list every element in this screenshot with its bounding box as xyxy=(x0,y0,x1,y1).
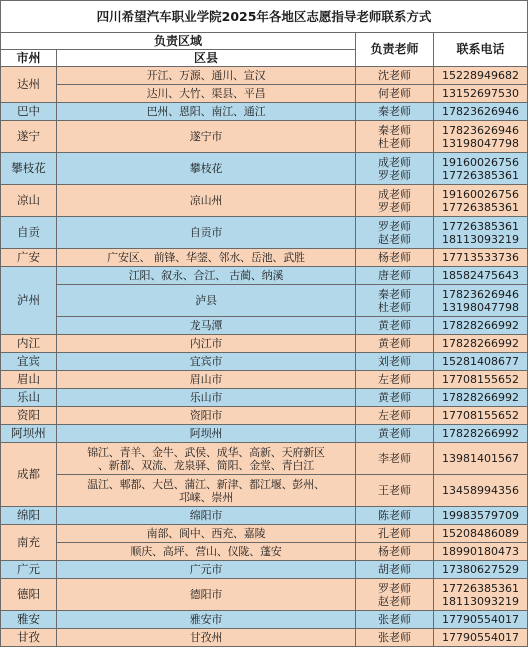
city-cell: 宜宾 xyxy=(1,353,57,371)
district-cell: 自贡市 xyxy=(57,217,356,249)
phone-number: 17726385361 xyxy=(442,581,520,595)
teacher-cell: 张老师 xyxy=(356,611,434,629)
phone-cell: 17823626946 xyxy=(434,103,528,121)
city-cell: 广安 xyxy=(1,249,57,267)
phone-cell: 13981401567 xyxy=(434,443,528,475)
city-cell: 遂宁 xyxy=(1,121,57,153)
city-cell: 德阳 xyxy=(1,579,57,611)
table-row xyxy=(1,425,528,443)
phone-cell: 17828266992 xyxy=(434,317,528,335)
city-cell: 达州 xyxy=(1,67,57,103)
header-teacher: 负责老师 xyxy=(356,33,434,67)
phone-cell xyxy=(434,185,528,217)
district-cell xyxy=(57,443,356,475)
table-row xyxy=(1,217,528,249)
phone-number: 17823626946 xyxy=(442,123,520,137)
teacher-cell: 黄老师 xyxy=(356,389,434,407)
district-cell: 顺庆、高坪、营山、仪陇、蓬安 xyxy=(57,543,356,561)
teacher-cell xyxy=(356,285,434,317)
district-cell: 南部、阆中、西充、嘉陵 xyxy=(57,525,356,543)
teacher-cell: 胡老师 xyxy=(356,561,434,579)
teacher-name: 赵老师 xyxy=(378,594,411,608)
phone-number: 18113093219 xyxy=(442,594,520,608)
phone-cell xyxy=(434,217,528,249)
district-cell xyxy=(57,475,356,507)
phone-number: 13198047798 xyxy=(442,300,520,314)
phone-number: 18113093219 xyxy=(442,232,520,246)
city-cell: 凉山 xyxy=(1,185,57,217)
table-row xyxy=(1,317,528,335)
teacher-cell xyxy=(356,121,434,153)
phone-number: 19160026756 xyxy=(442,155,520,169)
teacher-cell: 孔老师 xyxy=(356,525,434,543)
district-cell: 内江市 xyxy=(57,335,356,353)
table-row xyxy=(1,67,528,85)
table-row xyxy=(1,103,528,121)
district-cell: 江阳、叙永、合江、 古蔺、纳溪 xyxy=(57,267,356,285)
phone-cell: 17790554017 xyxy=(434,611,528,629)
phone-cell xyxy=(434,153,528,185)
district-cell: 雅安市 xyxy=(57,611,356,629)
teacher-cell xyxy=(356,217,434,249)
district-cell: 乐山市 xyxy=(57,389,356,407)
phone-cell: 15208486089 xyxy=(434,525,528,543)
teacher-cell: 陈老师 xyxy=(356,507,434,525)
district-cell: 甘孜州 xyxy=(57,629,356,647)
district-cell: 绵阳市 xyxy=(57,507,356,525)
teacher-cell: 李老师 xyxy=(356,443,434,475)
district-line: 锦江、青羊、金牛、武侯、成华、高新、天府新区 xyxy=(87,445,325,459)
teacher-cell xyxy=(356,185,434,217)
table-row xyxy=(1,371,528,389)
district-line: 温江、郫都、大邑、蒲江、新津、都江堰、彭州、 xyxy=(87,477,325,491)
teacher-cell: 杨老师 xyxy=(356,543,434,561)
city-cell: 攀枝花 xyxy=(1,153,57,185)
district-cell: 宜宾市 xyxy=(57,353,356,371)
table-row xyxy=(1,249,528,267)
teacher-name: 成老师 xyxy=(378,187,411,201)
city-cell: 南充 xyxy=(1,525,57,561)
table-row xyxy=(1,85,528,103)
table-row xyxy=(1,611,528,629)
teacher-cell: 黄老师 xyxy=(356,425,434,443)
teacher-name: 杜老师 xyxy=(378,136,411,150)
teacher-cell: 沈老师 xyxy=(356,67,434,85)
phone-cell: 13458994356 xyxy=(434,475,528,507)
district-cell: 广安区、 前锋、华蓥、邻水、岳池、武胜 xyxy=(57,249,356,267)
phone-number: 17823626946 xyxy=(442,287,520,301)
teacher-cell: 黄老师 xyxy=(356,335,434,353)
table-row xyxy=(1,153,528,185)
teacher-cell: 秦老师 xyxy=(356,103,434,121)
district-cell: 攀枝花 xyxy=(57,153,356,185)
phone-cell: 18582475643 xyxy=(434,267,528,285)
teacher-name: 罗老师 xyxy=(378,581,411,595)
table-row xyxy=(1,407,528,425)
district-cell: 资阳市 xyxy=(57,407,356,425)
teacher-cell: 杨老师 xyxy=(356,249,434,267)
phone-cell xyxy=(434,579,528,611)
district-cell: 泸县 xyxy=(57,285,356,317)
city-cell: 巴中 xyxy=(1,103,57,121)
teacher-name: 罗老师 xyxy=(378,200,411,214)
phone-cell: 17380627529 xyxy=(434,561,528,579)
district-cell: 开江、万源、通川、宣汉 xyxy=(57,67,356,85)
city-cell: 广元 xyxy=(1,561,57,579)
phone-cell: 17713533736 xyxy=(434,249,528,267)
city-cell: 绵阳 xyxy=(1,507,57,525)
table-row xyxy=(1,389,528,407)
table-row xyxy=(1,353,528,371)
phone-cell: 17708155652 xyxy=(434,407,528,425)
city-cell: 资阳 xyxy=(1,407,57,425)
phone-cell: 17828266992 xyxy=(434,425,528,443)
phone-cell: 13152697530 xyxy=(434,85,528,103)
district-cell: 德阳市 xyxy=(57,579,356,611)
phone-cell: 17790554017 xyxy=(434,629,528,647)
phone-cell: 17708155652 xyxy=(434,371,528,389)
district-cell: 龙马潭 xyxy=(57,317,356,335)
table-row xyxy=(1,285,528,317)
table-row xyxy=(1,475,528,507)
header-city: 市州 xyxy=(1,50,57,67)
table-row xyxy=(1,121,528,153)
teacher-cell: 唐老师 xyxy=(356,267,434,285)
city-cell: 乐山 xyxy=(1,389,57,407)
teacher-cell: 王老师 xyxy=(356,475,434,507)
phone-number: 19160026756 xyxy=(442,187,520,201)
phone-cell: 15281408677 xyxy=(434,353,528,371)
page-title: 四川希望汽车职业学院2025年各地区志愿指导老师联系方式 xyxy=(1,1,528,33)
teacher-cell: 左老师 xyxy=(356,407,434,425)
teacher-name: 杜老师 xyxy=(378,300,411,314)
teacher-cell: 张老师 xyxy=(356,629,434,647)
teacher-name: 成老师 xyxy=(378,155,411,169)
table-row xyxy=(1,443,528,475)
city-cell: 甘孜 xyxy=(1,629,57,647)
city-cell: 内江 xyxy=(1,335,57,353)
header-region: 负责区域 xyxy=(1,33,356,50)
table-row xyxy=(1,579,528,611)
phone-number: 17726385361 xyxy=(442,219,520,233)
teacher-name: 罗老师 xyxy=(378,168,411,182)
district-cell: 阿坝州 xyxy=(57,425,356,443)
phone-number: 13198047798 xyxy=(442,136,520,150)
district-cell: 遂宁市 xyxy=(57,121,356,153)
district-cell: 广元市 xyxy=(57,561,356,579)
phone-cell: 17828266992 xyxy=(434,335,528,353)
city-cell: 阿坝州 xyxy=(1,425,57,443)
phone-cell: 18990180473 xyxy=(434,543,528,561)
district-cell: 巴州、恩阳、南江、通江 xyxy=(57,103,356,121)
teacher-cell: 何老师 xyxy=(356,85,434,103)
header-district: 区县 xyxy=(57,50,356,67)
district-line: 、新都、双流、龙泉驿、简阳、金堂、青白江 xyxy=(98,458,314,472)
district-cell: 眉山市 xyxy=(57,371,356,389)
header-phone: 联系电话 xyxy=(434,33,528,67)
phone-cell xyxy=(434,285,528,317)
teacher-name: 赵老师 xyxy=(378,232,411,246)
phone-cell: 17828266992 xyxy=(434,389,528,407)
district-cell: 达川、大竹、渠县、平昌 xyxy=(57,85,356,103)
table-row xyxy=(1,525,528,543)
teacher-cell xyxy=(356,579,434,611)
phone-cell: 19983579709 xyxy=(434,507,528,525)
teacher-cell: 刘老师 xyxy=(356,353,434,371)
teacher-cell: 黄老师 xyxy=(356,317,434,335)
phone-number: 17726385361 xyxy=(442,168,520,182)
city-cell: 成都 xyxy=(1,443,57,507)
table-row xyxy=(1,267,528,285)
city-cell: 自贡 xyxy=(1,217,57,249)
phone-cell xyxy=(434,121,528,153)
district-line: 邛崃、崇州 xyxy=(179,490,233,504)
city-cell: 雅安 xyxy=(1,611,57,629)
city-cell: 泸州 xyxy=(1,267,57,335)
table-row xyxy=(1,507,528,525)
teacher-name: 罗老师 xyxy=(378,219,411,233)
table-row xyxy=(1,561,528,579)
teacher-cell: 左老师 xyxy=(356,371,434,389)
teacher-cell xyxy=(356,153,434,185)
teacher-name: 秦老师 xyxy=(378,287,411,301)
table-row xyxy=(1,543,528,561)
city-cell: 眉山 xyxy=(1,371,57,389)
table-row xyxy=(1,335,528,353)
teacher-name: 秦老师 xyxy=(378,123,411,137)
district-cell: 凉山州 xyxy=(57,185,356,217)
table-row xyxy=(1,629,528,647)
phone-cell: 15228949682 xyxy=(434,67,528,85)
phone-number: 17726385361 xyxy=(442,200,520,214)
table-row xyxy=(1,185,528,217)
